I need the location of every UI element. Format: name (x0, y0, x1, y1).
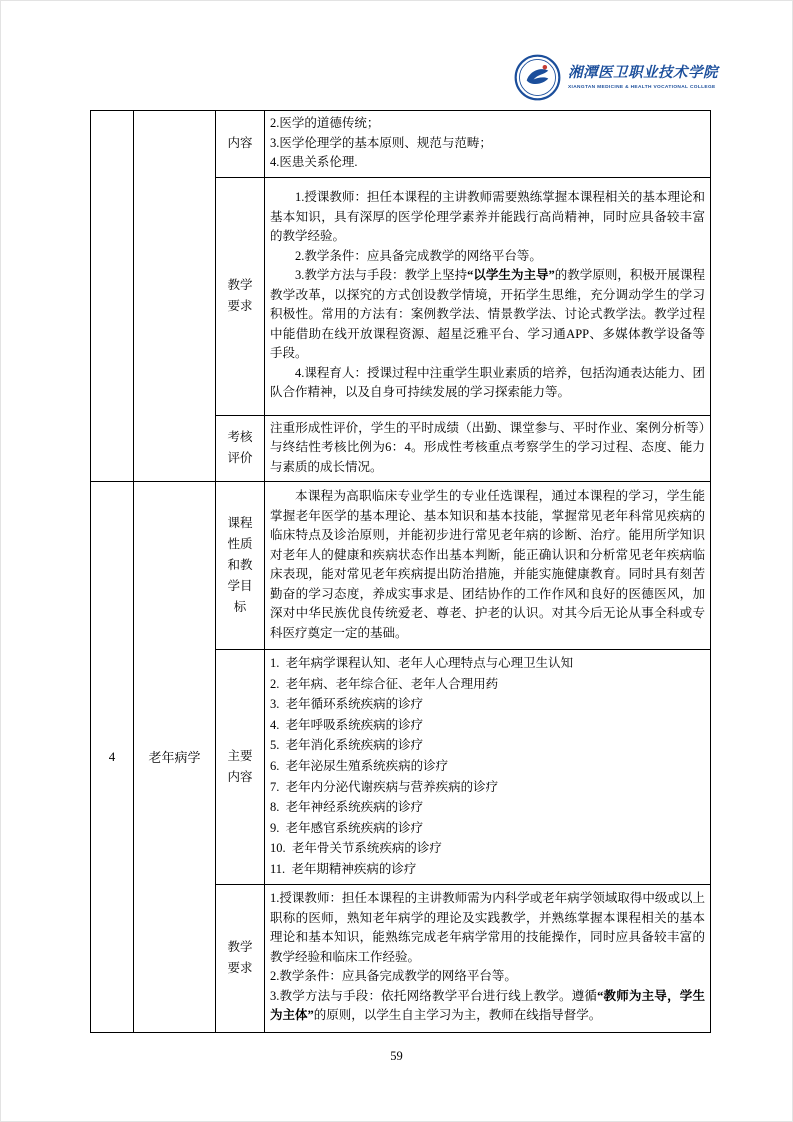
teaching-paragraph: 2.教学条件：应具备完成教学的网络平台等。 (295, 248, 542, 263)
row-label-teaching2: 教学要求 (227, 940, 253, 976)
table-row-course-nature (91, 482, 711, 650)
paragraph-segment: 3.教学方法与手段：依托网络教学平台进行线上教学。遵循 (270, 988, 598, 1003)
course-name-cell: 老年病学 (134, 482, 216, 1033)
main-content-item: 1. 老年病学课程认知、老年人心理特点与心理卫生认知 (270, 656, 574, 670)
page-number: 59 (390, 1049, 403, 1063)
row-label-assessment: 考核评价 (227, 430, 253, 466)
empty-course-name-cell (134, 111, 216, 482)
row-label-main-cell (216, 650, 265, 885)
row-label-teaching2-cell (216, 884, 265, 1032)
row-label-teaching: 教学要求 (227, 278, 253, 313)
teaching-paragraph: 4.课程育人：授课过程中注重学生职业素质的培养，包括沟通表达能力、团队合作精神，以及自身可持续发展的学习探索能力等。 (270, 365, 705, 400)
main-content-item: 9. 老年感官系统疾病的诊疗 (270, 820, 424, 835)
content-line: 2.医学的道德传统； (270, 116, 380, 130)
assessment-text: 注重形成性评价，学生的平时成绩（出勤、课堂参与、平时作业、案例分析等）与终结性考核比例为6：4。形成性考核重点考察学生的学习过程、态度、能力与素质的成长情况。 (270, 420, 705, 474)
course-nature-text: 本课程为高职临床专业学生的专业任选课程，通过本课程的学习，学生能掌握老年医学的基本理论、基本知识和基本技能，掌握常见老年科常见疾病的临床特点及诊治原则，并能初步进行常见老年病的诊断、治疗。能用所学知识对老年人的健康和疾病状态作出基本判断，能正确认识和分析常见老年疾病临床表现，能对常见老年疾病提出防治措施，并能实施健康教育。同时具有刻苦勤奋的学习态度，养成实事求是、团结协作的工作作风和良好的医德医风，加深对中华民族优良传统爱老、尊老、护老的认识。对其今后无论从事全科或专科医疗奠定一定的基础。 (270, 489, 705, 640)
main-content-item: 3. 老年循环系统疾病的诊疗 (270, 697, 424, 712)
course-syllabus-table (90, 110, 711, 1033)
main-content-item: 2. 老年病、老年综合征、老年人合理用药 (270, 676, 499, 691)
empty-course-number-cell (91, 111, 134, 482)
college-name-block (568, 64, 718, 91)
course-nature-cell (265, 482, 711, 650)
main-content-item: 7. 老年内分泌代谢疾病与营养疾病的诊疗 (270, 779, 499, 794)
row-label-content-cell (216, 111, 265, 178)
teaching-paragraph: 1.授课教师：担任本课程的主讲教师需要熟练掌握本课程相关的基本理论和基本知识，具有深厚的医学伦理学素养并能践行高尚精神，同时应具备较丰富的教学经验。 (270, 190, 705, 244)
main-content-item: 5. 老年消化系统疾病的诊疗 (270, 738, 424, 753)
main-content-item: 6. 老年泌尿生殖系统疾病的诊疗 (270, 758, 449, 773)
row-label-teaching-cell (216, 177, 265, 415)
teaching-paragraph (270, 266, 705, 364)
row-label-main: 主要内容 (227, 748, 253, 784)
row-label-nature-cell (216, 482, 265, 650)
content-items-cell (265, 111, 711, 178)
college-name-english: XIANGTAN MEDICINE & HEALTH VOCATIONAL COLLEGE (568, 85, 716, 90)
teaching-paragraph: 1.授课教师：担任本课程的主讲教师需为内科学或老年病学领域取得中级或以上职称的医师，熟知老年病学的理论及实践教学，并熟练掌握本课程相关的基本理论和基本知识，能熟练完成老年病学常用的技能操作，同时应具备较丰富的教学经验和临床工作经验。 (270, 891, 705, 964)
content-line: 4.医患关系伦理. (270, 155, 358, 169)
row-label-content: 内容 (227, 136, 253, 151)
main-content-cell (265, 650, 711, 885)
table-row-content (91, 111, 711, 178)
paragraph-segment: 3.教学方法与手段：教学上坚持 (295, 268, 468, 283)
main-content-item: 4. 老年呼吸系统疾病的诊疗 (270, 717, 424, 732)
main-content-item: 11. 老年期精神疾病的诊疗 (270, 861, 417, 876)
teaching-requirements2-cell (265, 884, 711, 1032)
paragraph-segment-bold: “教师为主导，学生为主体” (270, 988, 705, 1023)
course-number-cell: 4 (91, 482, 134, 1033)
paragraph-segment: 的教学原则，积极开展课程教学改革，以探究的方式创设教学情境，开拓学生思维，充分调动学生的学习积极性。常用的方法有：案例教学法、情景教学法、讨论式教学法。教学过程中能借助在线开放课程资源、超星泛雅平台、学习通APP、多媒体教学设备等手段。 (270, 268, 705, 361)
teaching-paragraph: 2.教学条件：应具备完成教学的网络平台等。 (270, 969, 517, 984)
college-emblem-icon (514, 54, 561, 101)
row-label-assessment-cell (216, 415, 265, 482)
teaching-requirements-cell (265, 177, 711, 415)
college-logo (514, 54, 718, 101)
assessment-cell (265, 415, 711, 482)
main-content-item: 8. 老年神经系统疾病的诊疗 (270, 800, 424, 815)
row-label-nature: 课程性质和教学目标 (227, 516, 253, 614)
paragraph-segment-bold: “以学生为主导” (467, 268, 555, 283)
content-line: 3.医学伦理学的基本原则、规范与范畴； (270, 135, 492, 150)
main-content-item: 10. 老年骨关节系统疾病的诊疗 (270, 841, 442, 856)
college-name-chinese: 湘潭医卫职业技术学院 (568, 65, 718, 81)
teaching-paragraph (270, 987, 705, 1026)
paragraph-segment: 的原则，以学生自主学习为主，教师在线指导督学。 (313, 1008, 602, 1023)
